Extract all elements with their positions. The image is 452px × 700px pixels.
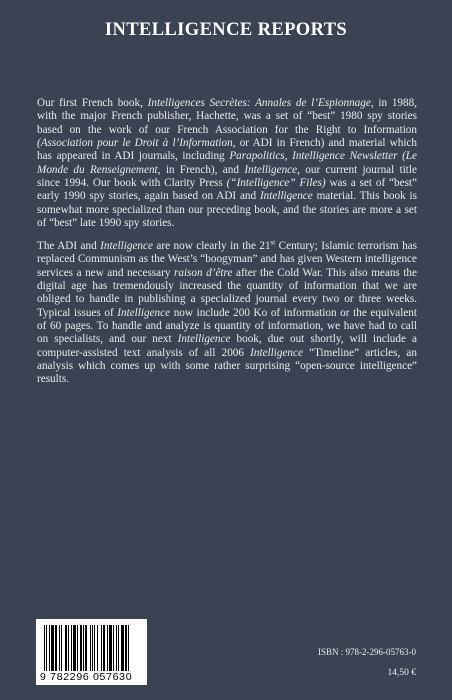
- italic-run: (“Intelligence” Files): [226, 177, 326, 190]
- text-run: now include 200 Ko of information or the equivalent of 60 pages. To handle and analyze is quantity of information, we have had to call on specialists, and our next: [37, 306, 417, 346]
- barcode-bar: [80, 625, 82, 671]
- barcode-bar: [90, 625, 91, 671]
- barcode-digits: 9 782296 057630: [40, 671, 133, 683]
- barcode-bar: [109, 625, 112, 671]
- price-label: 14,50 €: [387, 668, 416, 678]
- text-run: after the Cold War. This also means the digital age has tremendously increased the quantity of information that we are obliged to handle in publishing a specialized journal every two or three weeks. Typical issues of: [37, 266, 417, 319]
- text-run: material. This book is somewhat more specialized than our preceding book, and the stories are more a set of “best” late 1990 spy stories.: [37, 190, 417, 230]
- text-run: in 1988, with the major French publisher, Hachette, was a set of “best” 1980 spy stories based on the work of our French Association for the Right to Information: [37, 97, 417, 136]
- barcode-bar: [101, 625, 102, 671]
- text-run: our current journal title since 1994. Our book with Clarity Press: [37, 163, 417, 190]
- text-run: was a set of “best” early 1990 spy stories, again based on ADI and: [37, 177, 417, 203]
- barcode-bar: [68, 625, 69, 671]
- superscript-run: st: [270, 238, 276, 247]
- barcode-bar: [44, 625, 45, 671]
- barcode-bar: [128, 625, 129, 671]
- barcode-bar: [118, 625, 119, 671]
- cover-title: INTELLIGENCE REPORTS: [104, 20, 348, 40]
- barcode-bar: [71, 625, 72, 671]
- barcode-bar: [121, 625, 124, 671]
- text-run: Century; Islamic terrorism has replaced Communism as the West’s “boogyman” and has given Western intelligence services a new and necessary: [37, 240, 417, 279]
- description-paragraph-1: [37, 97, 417, 230]
- italic-run: Intelligence: [117, 306, 171, 319]
- barcode-bar: [107, 625, 108, 671]
- barcode-bar: [103, 625, 105, 671]
- barcode-bar: [113, 625, 114, 671]
- isbn-label: ISBN : 978-2-296-05763-0: [318, 647, 416, 657]
- barcode-bars: [43, 625, 140, 671]
- description-paragraph-2: [37, 240, 417, 387]
- barcode-bar: [116, 625, 117, 671]
- text-run: or ADI in French) and material which has appeared in ADI journals, including: [37, 137, 417, 163]
- barcode-bar: [59, 625, 60, 671]
- barcode-bar: [85, 625, 87, 671]
- barcode: [36, 619, 147, 685]
- barcode-bar: [51, 625, 54, 671]
- text-run: are now clearly in the 21: [152, 240, 271, 252]
- barcode-bar: [77, 625, 78, 671]
- text-run: book, due out shortly, will include a computer-assisted text analysis of all 2006: [37, 333, 417, 359]
- text-run: “Timeline” articles, an analysis which comes up with some rather surprising “open-source intelligence” results.: [37, 346, 417, 386]
- text-run: in French), and: [160, 163, 245, 176]
- barcode-bar: [92, 625, 93, 671]
- italic-run: (Association pour le Droit à l’Information,: [37, 137, 236, 150]
- italic-run: Intelligence: [100, 240, 153, 252]
- barcode-bar: [65, 625, 67, 671]
- italic-run: Parapolitics, Intelligence Newsletter (Le Monde du Renseignement,: [37, 150, 417, 176]
- barcode-bar: [83, 625, 84, 671]
- italic-run: Intelligence: [259, 190, 313, 203]
- italic-run: Intelligence,: [244, 163, 300, 176]
- barcode-bar: [61, 625, 62, 671]
- italic-run: Intelligences Secrètes: Annales de l’Espionnage,: [147, 97, 374, 109]
- barcode-bar: [46, 625, 47, 671]
- text-run: Our first French book,: [37, 97, 148, 109]
- barcode-bar: [125, 625, 127, 671]
- barcode-bar: [97, 625, 98, 671]
- barcode-bar: [94, 625, 95, 671]
- italic-run: Intelligence: [250, 346, 303, 359]
- barcode-bar: [55, 625, 57, 671]
- barcode-bar: [73, 625, 76, 671]
- italic-run: raison d’être: [174, 266, 233, 279]
- italic-run: Intelligence: [177, 333, 231, 346]
- barcode-bar: [49, 625, 50, 671]
- text-run: The ADI and: [37, 240, 101, 252]
